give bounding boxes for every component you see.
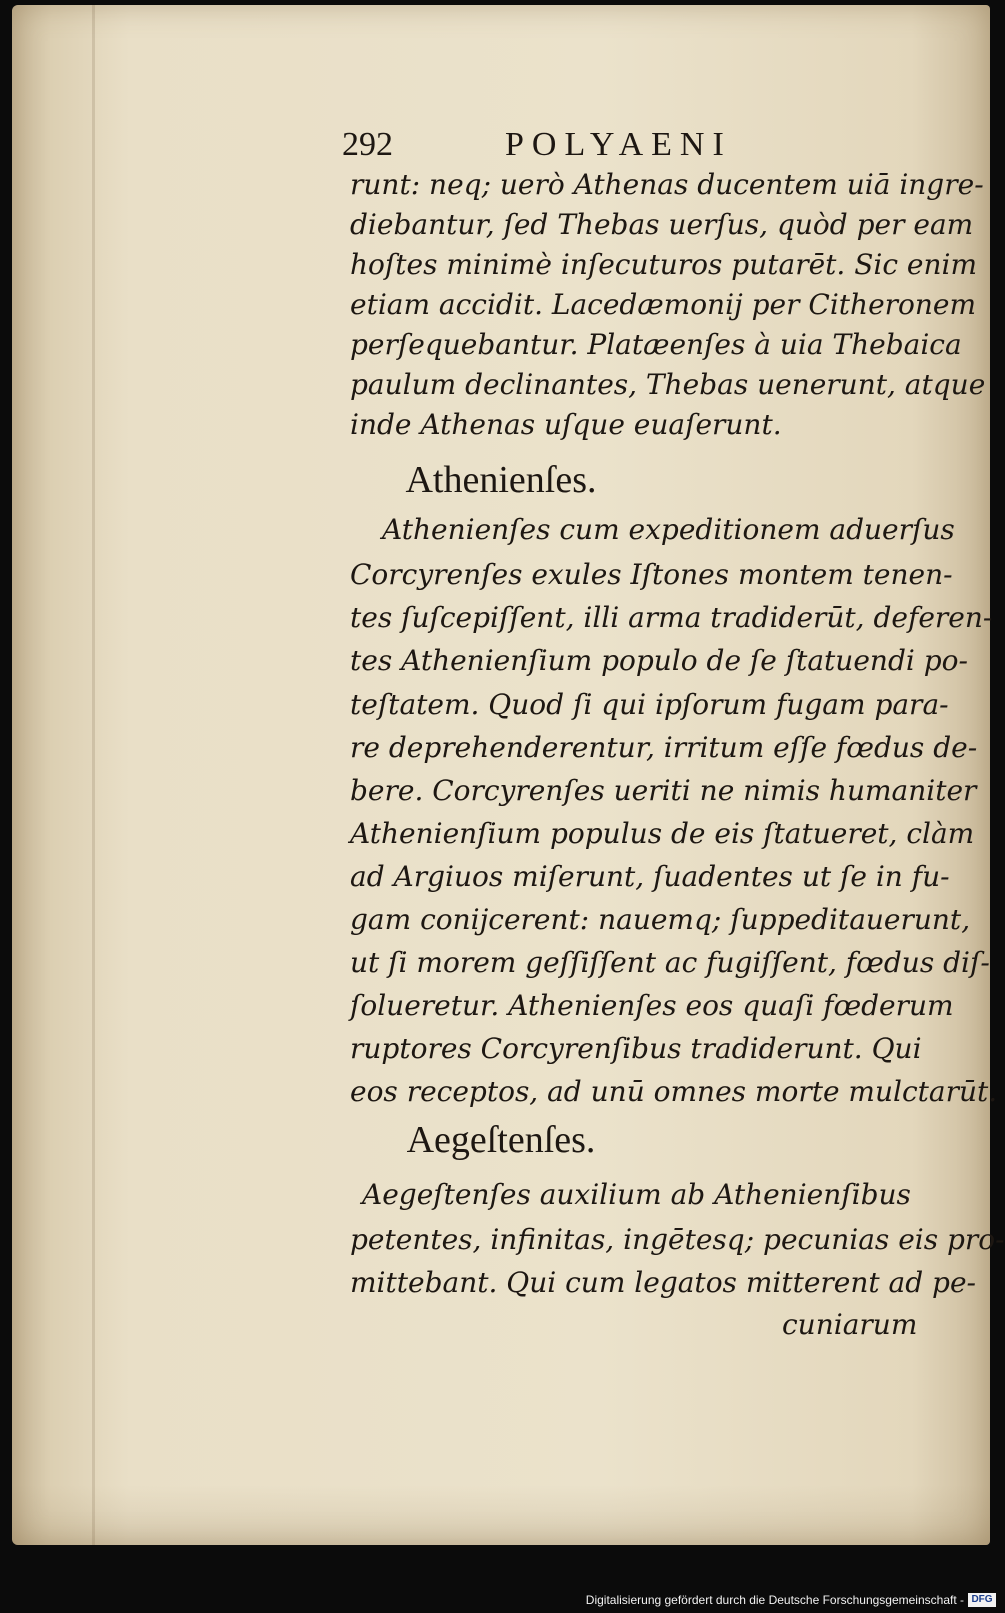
text-line: tes Athenienſium populo de ſe ſtatuendi po- — [350, 644, 968, 677]
text-line: inde Athenas uſque euaſerunt. — [350, 408, 782, 441]
text-line: eos receptos, ad unū omnes morte mulctarūt. — [350, 1075, 998, 1108]
text-line: Aegeſtenſes auxilium ab Athenienſibus — [362, 1178, 911, 1211]
dfg-logo: DFG — [968, 1593, 996, 1607]
text-line: gam conijcerent: nauemq; ſuppeditauerunt, — [350, 903, 971, 936]
text-line: hoſtes minimè inſecuturos putarēt. Sic enim — [350, 248, 978, 281]
text-line: re deprehenderentur, irritum eſſe fœdus de- — [350, 731, 978, 764]
text-line: bere. Corcyrenſes ueriti ne nimis humaniter — [350, 774, 977, 807]
text-line: ut ſi morem geſſiſſent ac fugiſſent, fœdus diſ- — [350, 946, 990, 979]
text-line: Corcyrenſes exules Iſtones montem tenen- — [350, 558, 953, 591]
page-text — [12, 5, 1005, 1545]
text-line: ad Argiuos miſerunt, ſuadentes ut ſe in fu- — [350, 860, 950, 893]
text-line: perſequebantur. Platæenſes à uia Thebaica — [350, 328, 962, 361]
text-line: Athenienſes cum expeditionem aduerſus — [382, 513, 955, 546]
text-line: ſolueretur. Athenienſes eos quaſi fœderum — [350, 989, 954, 1022]
text-line: diebantur, ſed Thebas uerſus, quòd per eam — [350, 208, 974, 241]
digitization-credit: Digitalisierung gefördert durch die Deutsche Forschungsgemeinschaft - — [585, 1593, 964, 1607]
section-heading-aegestenses: Aegeſtenſes. — [406, 1119, 596, 1161]
text-line: Athenienſium populus de eis ſtatueret, clàm — [350, 817, 975, 850]
book-page — [12, 5, 1005, 1545]
text-line: ruptores Corcyrenſibus tradiderunt. Qui — [350, 1032, 922, 1065]
text-line: petentes, infinitas, ingētesq; pecunias eis pro- — [350, 1223, 1005, 1256]
text-line: paulum declinantes, Thebas uenerunt, atque — [350, 368, 986, 401]
text-line: tes ſuſcepiſſent, illi arma tradiderūt, deferen- — [350, 601, 993, 634]
page-header — [342, 123, 942, 167]
section-heading-athenienses: Athenienſes. — [405, 459, 597, 501]
running-title: POLYAENI — [505, 126, 732, 163]
text-line: etiam accidit. Lacedæmonij per Citheronem — [350, 288, 977, 321]
page-number: 292 — [342, 126, 393, 163]
text-line: teſtatem. Quod ſi qui ipſorum fugam para- — [350, 688, 949, 721]
catchword: cuniarum — [782, 1308, 918, 1341]
text-line: runt: neq; uerò Athenas ducentem uiā ingre- — [350, 168, 984, 201]
text-line: mittebant. Qui cum legatos mitterent ad pe- — [350, 1266, 977, 1299]
